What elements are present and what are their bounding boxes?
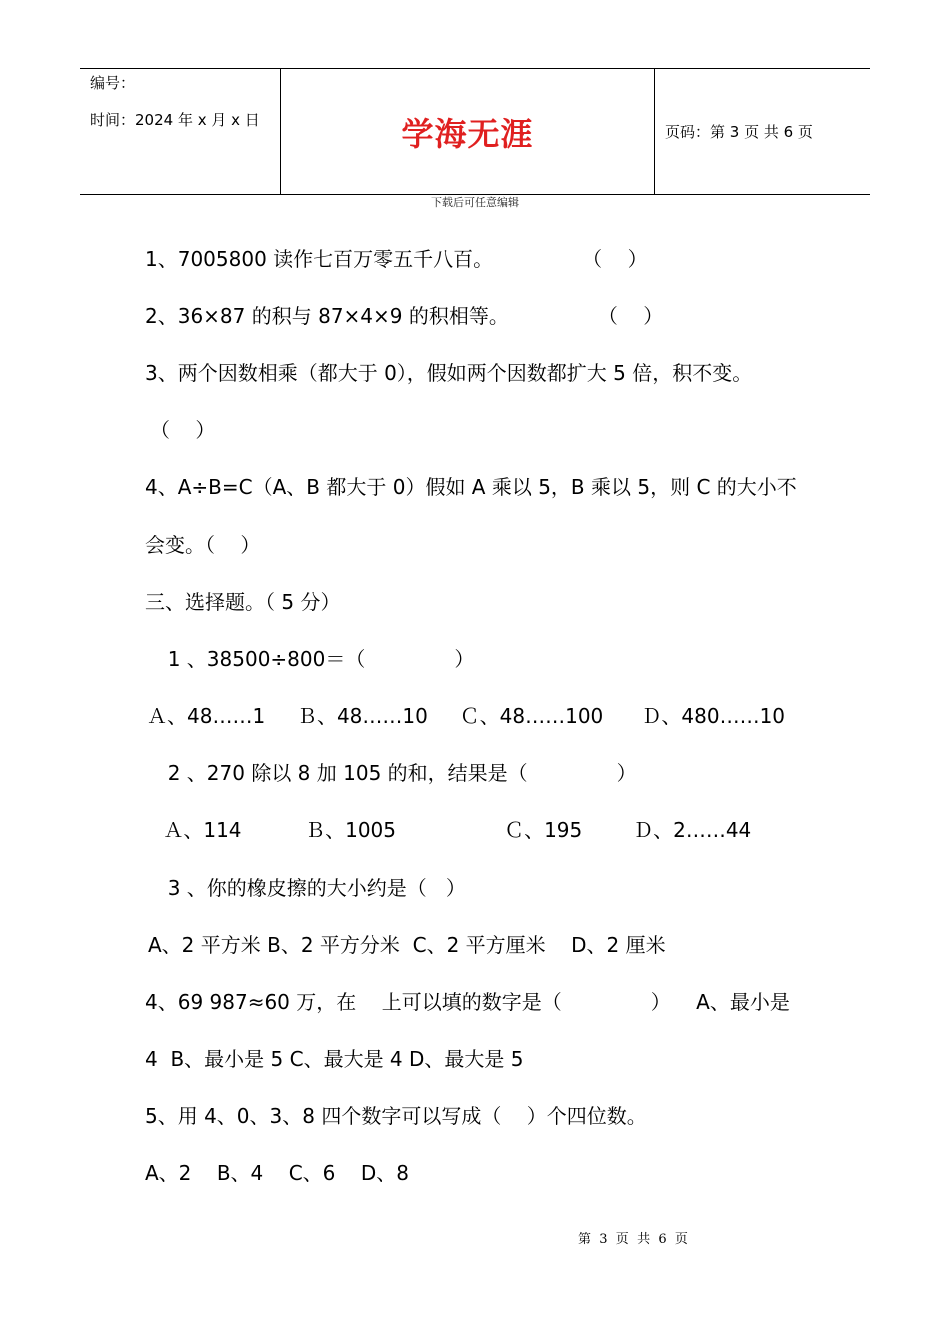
edit-note: 下载后可任意编辑 bbox=[431, 196, 519, 209]
question-line: 2、36×87 的积与 87×4×9 的积相等。 （ ） bbox=[145, 304, 664, 328]
question-line: 4、A÷B=C（A、B 都大于 0）假如 A 乘以 5，B 乘以 5，则 C 的大小不 bbox=[145, 475, 797, 499]
options-line: A、2 B、4 C、6 D、8 bbox=[145, 1161, 409, 1185]
question-line: 会变。（ ） bbox=[145, 533, 261, 557]
header-table bbox=[80, 68, 870, 195]
options-line: Ａ、114 Ｂ、1005 Ｃ、195 Ｄ、2……44 bbox=[157, 818, 752, 842]
number-label: 编号： bbox=[90, 74, 136, 92]
options-line: A、2 平方米 B、2 平方分米 C、2 平方厘米 D、2 厘米 bbox=[148, 933, 666, 957]
question-line: 5、用 4、0、3、8 四个数字可以写成（ ）个四位数。 bbox=[145, 1104, 647, 1128]
question-line: 3 、你的橡皮擦的大小约是（ ） bbox=[155, 876, 466, 900]
brand-title: 学海无涯 bbox=[401, 114, 534, 153]
question-line: 4、69 987≈60 万，在 上可以填的数字是（ ） A、最小是 bbox=[145, 990, 790, 1014]
section-heading: 三、选择题。（ 5 分） bbox=[145, 590, 341, 614]
question-line: 2 、270 除以 8 加 105 的和，结果是（ ） bbox=[155, 761, 637, 785]
question-line: 3、两个因数相乘（都大于 0），假如两个因数都扩大 5 倍，积不变。 bbox=[145, 361, 753, 385]
question-line: （ ） bbox=[150, 418, 216, 442]
header-middle-cell bbox=[281, 69, 654, 194]
question-line: 1、7005800 读作七百万零五千八百。 （ ） bbox=[145, 247, 648, 271]
page-info: 页码：第 3 页 共 6 页 bbox=[665, 123, 813, 141]
options-line: 4 B、最小是 5 C、最大是 4 D、最大是 5 bbox=[145, 1047, 524, 1071]
options-line: Ａ、48……1 Ｂ、48……10 Ｃ、48……100 Ｄ、480……10 bbox=[147, 704, 786, 728]
header-right-cell bbox=[655, 69, 870, 194]
header-left-cell bbox=[80, 69, 280, 194]
question-line: 1 、38500÷800＝（ ） bbox=[155, 647, 475, 671]
page-footer: 第 3 页 共 6 页 bbox=[578, 1232, 688, 1247]
time-label: 时间：2024 年 x 月 x 日 bbox=[90, 111, 260, 129]
